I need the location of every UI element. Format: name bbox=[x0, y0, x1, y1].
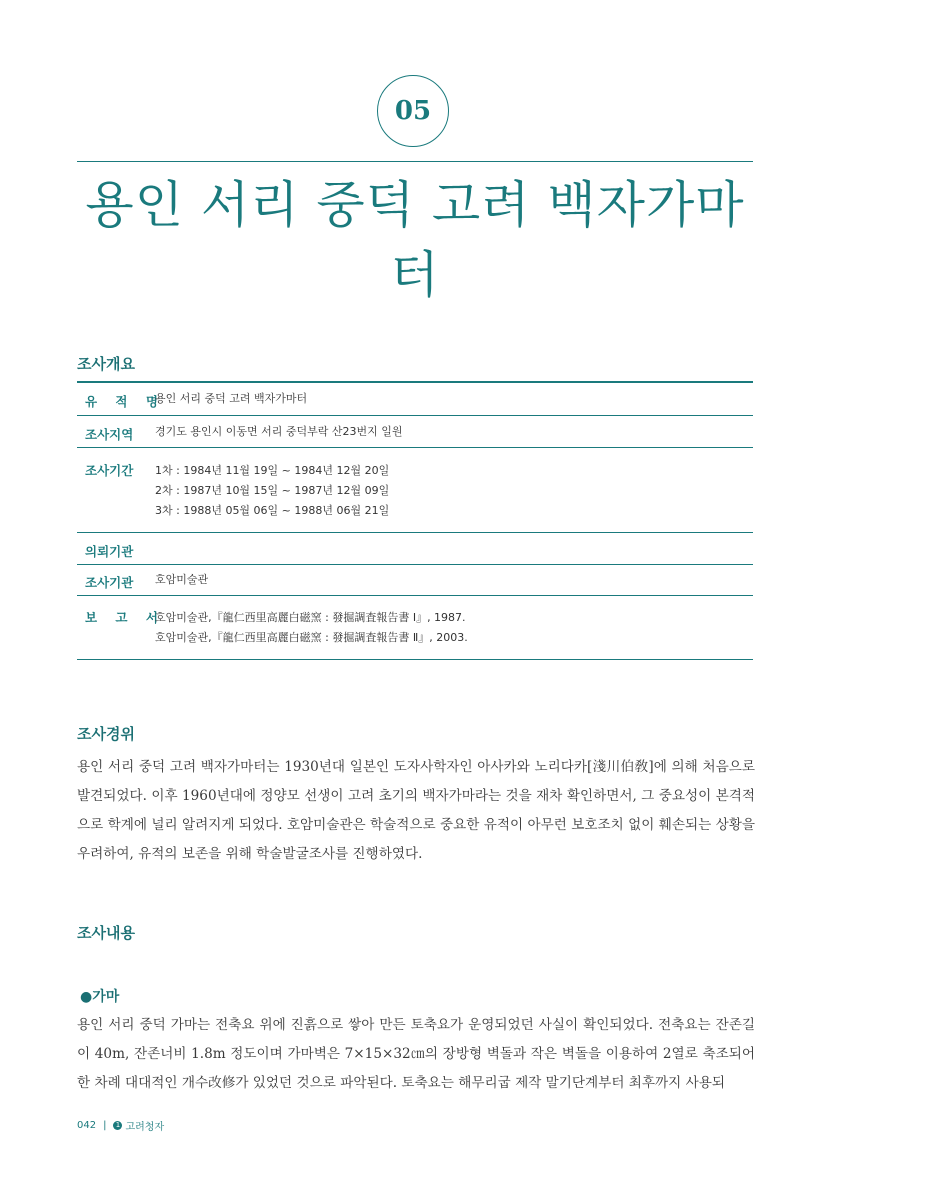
bullet-icon: ● bbox=[80, 989, 93, 1005]
row-label: 조사지역 bbox=[85, 427, 134, 442]
kiln-subheading bbox=[80, 986, 119, 1006]
table-row bbox=[77, 596, 753, 660]
overview-table bbox=[77, 381, 753, 660]
row-label: 보 고 서 bbox=[85, 610, 165, 625]
row-value: 3차 : 1988년 05월 06일 ~ 1988년 06월 21일 bbox=[155, 504, 390, 517]
row-label: 유 적 명 bbox=[85, 394, 165, 409]
contents-heading: 조사내용 bbox=[77, 924, 135, 942]
chapter-number-badge bbox=[377, 75, 449, 147]
table-row bbox=[77, 383, 753, 416]
page-footer bbox=[77, 1118, 164, 1133]
table-row bbox=[77, 416, 753, 448]
background-paragraph: 용인 서리 중덕 고려 백자가마터는 1930년대 일본인 도자사학자인 아사카와 노리다카[淺川伯敎]에 의해 처음으로 발견되었다. 이후 1960년대에 정양모 선생이 고려 초기의 백자가마라는 것을 재차 확인하면서, 그 중요성이 본격적으로 학계에 널리 알려지게 되었다. 호암미술관은 학술적으로 중요한 유적이 아무런 보호조치 없이 훼손되는 상황을 우려하여, 유적의 보존을 위해 학술발굴조사를 진행하였다. bbox=[77, 759, 755, 862]
page-title: 용인 서리 중덕 고려 백자가마터 bbox=[85, 176, 745, 304]
table-row bbox=[77, 565, 753, 596]
row-value: 호암미술관,『龍仁西里高麗白磁窯 : 發掘調査報告書 Ⅱ』, 2003. bbox=[155, 631, 468, 644]
overview-heading: 조사개요 bbox=[77, 355, 135, 373]
kiln-paragraph: 용인 서리 중덕 가마는 전축요 위에 진흙으로 쌓아 만든 토축요가 운영되었던 사실이 확인되었다. 전축요는 잔존길이 40m, 잔존너비 1.8m 정도이며 가마벽은 7×15×32㎝의 장방형 벽돌과 작은 벽돌을 이용하여 2열로 축조되어 한 차례 대대적인 개수改修가 있었던 것으로 파악된다. 토축요는 해무리굽 제작 말기단계부터 최후까지 사용되 bbox=[77, 1017, 755, 1091]
row-value: 2차 : 1987년 10월 15일 ~ 1987년 12월 09일 bbox=[155, 484, 390, 497]
row-value: 호암미술관 bbox=[155, 573, 209, 586]
row-label: 조사기간 bbox=[85, 463, 134, 478]
page-number: 042 bbox=[77, 1120, 97, 1131]
table-row bbox=[77, 448, 753, 533]
row-value: 용인 서리 중덕 고려 백자가마터 bbox=[155, 392, 308, 405]
row-value: 1차 : 1984년 11월 19일 ~ 1984년 12월 20일 bbox=[155, 464, 390, 477]
chapter-number-icon: 1 bbox=[113, 1121, 122, 1130]
kiln-heading: 가마 bbox=[92, 989, 120, 1005]
row-value: 경기도 용인시 이동면 서리 중덕부락 산23번지 일원 bbox=[155, 425, 403, 438]
row-label: 조사기관 bbox=[85, 575, 134, 590]
chapter-label: 고려청자 bbox=[125, 1122, 165, 1133]
footer-separator: | bbox=[103, 1120, 107, 1131]
chapter-number: 05 bbox=[394, 96, 432, 126]
title-rule bbox=[77, 161, 753, 162]
table-row bbox=[77, 533, 753, 565]
background-heading: 조사경위 bbox=[77, 725, 135, 743]
row-label: 의뢰기관 bbox=[85, 544, 134, 559]
row-value: 호암미술관,『龍仁西里高麗白磁窯 : 發掘調査報告書 Ⅰ』, 1987. bbox=[155, 611, 466, 624]
